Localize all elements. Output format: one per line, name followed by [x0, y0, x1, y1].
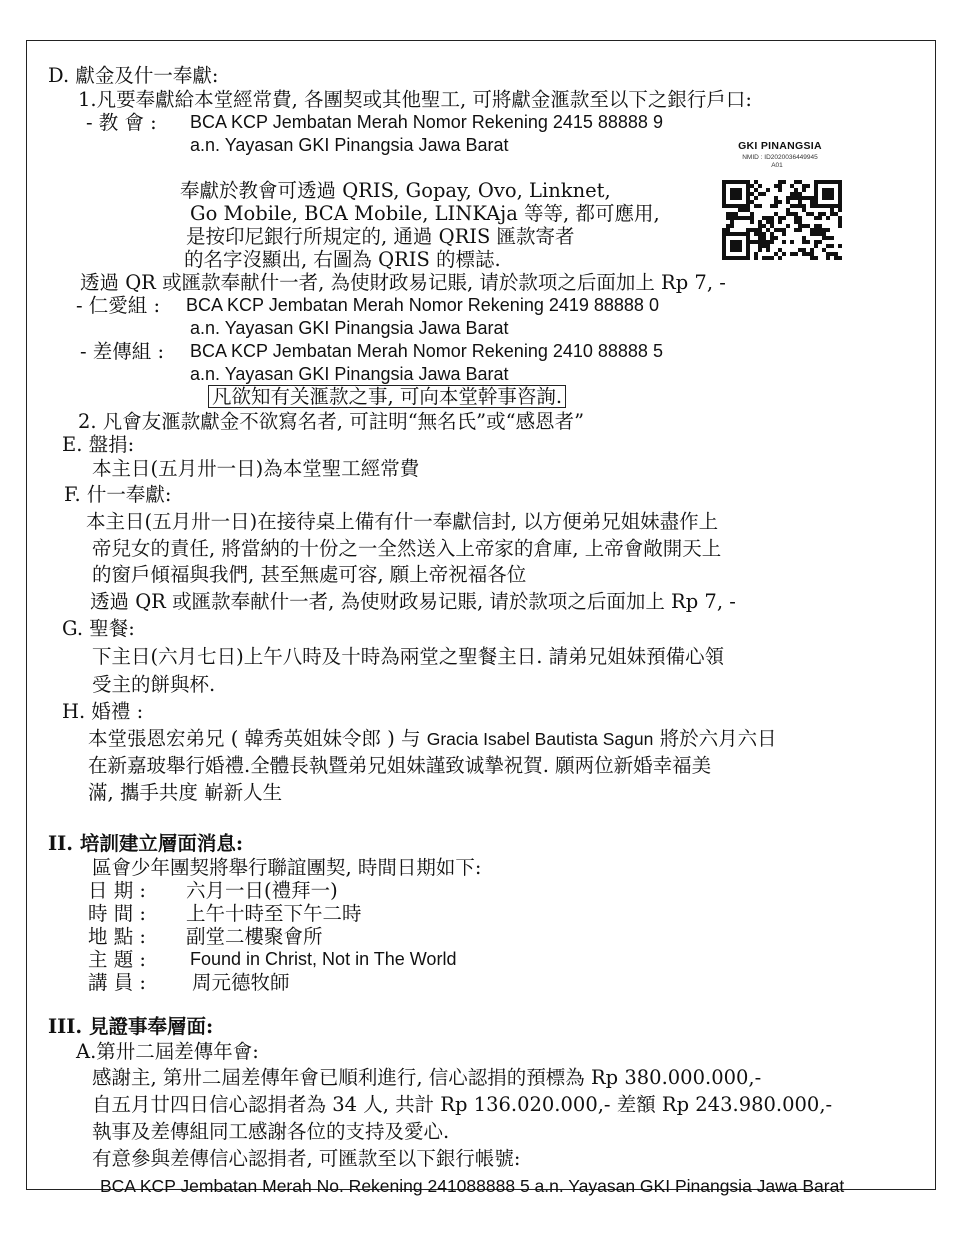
inquiry-box: 凡欲知有关滙款之事, 可向本堂幹事咨詢. [208, 385, 566, 408]
church-label: - 教 會 : [86, 111, 157, 134]
section-d-item-2: 2. 凡會友滙款獻金不欲寫名者, 可註明“無名氏”或“感恩者” [78, 410, 585, 433]
mission-account: BCA KCP Jembatan Merah Nomor Rekening 2410 88888 5 [190, 341, 663, 361]
wedding-date-text: 將於六月六日 [653, 727, 777, 750]
section-e-line-1: 本主日(五月卅一日)為本堂聖工經常費 [92, 457, 420, 480]
event-date-label: 日 期 : [88, 879, 146, 902]
church-account-name: a.n. Yayasan GKI Pinangsia Jawa Barat [190, 135, 509, 155]
mission-account-name: a.n. Yayasan GKI Pinangsia Jawa Barat [190, 364, 509, 384]
section-f-line-1: 本主日(五月卅一日)在接待桌上備有什一奉獻信封, 以方便弟兄姐妹盡作上 [86, 510, 719, 533]
section-h-line-1 [88, 727, 777, 751]
section-d-heading: D. 獻金及什一奉獻: [48, 64, 219, 87]
renai-account: BCA KCP Jembatan Merah Nomor Rekening 2419 88888 0 [186, 295, 659, 315]
section-g-heading: G. 聖餐: [62, 617, 135, 640]
section-h-line-3: 滿, 攜手共度 嶄新人生 [88, 781, 283, 804]
section-f-heading: F. 什一奉獻: [64, 483, 172, 506]
tithe-note: 透過 QR 或匯款奉献什一者, 為使財政易记賬, 请於款项之后面加上 Rp 7, - [80, 271, 726, 294]
section-h-heading: H. 婚禮 : [62, 700, 144, 723]
section-f-line-3: 的窗戶傾福與我們, 甚至無處可容, 願上帝祝福各位 [92, 563, 527, 586]
event-speaker-label: 講 員 : [88, 971, 146, 994]
event-place-value: 副堂二樓聚會所 [186, 925, 323, 948]
section-iii-line-1: 感謝主, 第卅二屆差傳年會已順利進行, 信心認捐的預標為 Rp 380.000.000,- [92, 1066, 762, 1089]
mission-label: - 差傳組 : [80, 340, 165, 363]
section-f-line-4: 透過 QR 或匯款奉献什一者, 為使财政易记賬, 请於款项之后面加上 Rp 7, - [90, 590, 736, 613]
mission-bank-account: BCA KCP Jembatan Merah No. Rekening 241088888 5 a.n. Yayasan GKI Pinangsia Jawa Barat [100, 1176, 845, 1196]
qr-code-label: A01 [771, 162, 783, 169]
section-e-heading: E. 盤捐: [62, 433, 135, 456]
qr-title: GKI PINANGSIA [738, 140, 822, 152]
qr-code-icon [722, 180, 842, 262]
qr-nmid: NMID : ID2020036449945 [742, 154, 818, 161]
section-g-line-2: 受主的餅與杯. [92, 673, 216, 696]
qris-note-line-4: 的名字沒顯出, 右圖為 QRIS 的標誌. [184, 248, 501, 271]
event-time-value: 上午十時至下午二時 [186, 902, 362, 925]
section-iii-line-4: 有意參與差傳信心認捐者, 可匯款至以下銀行帳號: [92, 1147, 521, 1170]
section-h-line-2: 在新嘉玻舉行婚禮.全體長執暨弟兄姐妹謹致诚摯祝賀. 願两位新婚幸福美 [88, 754, 712, 777]
section-iii-heading: III. 見證事奉層面: [48, 1015, 214, 1038]
qris-note-line-1: 奉獻於教會可透過 QRIS, Gopay, Ovo, Linknet, [180, 179, 611, 202]
event-place-label: 地 點 : [88, 925, 146, 948]
event-speaker-value: 周元德牧師 [192, 971, 290, 994]
qris-note-line-2: Go Mobile, BCA Mobile, LINKAja 等等, 都可應用, [190, 202, 660, 225]
section-ii-intro: 區會少年團契將舉行聯誼團契, 時間日期如下: [92, 856, 482, 879]
qris-note-line-3: 是按印尼銀行所規定的, 通過 QRIS 匯款寄者 [186, 225, 575, 248]
event-theme-label: 主 題 : [88, 948, 146, 971]
wedding-bride-name: Gracia Isabel Bautista Sagun [426, 729, 654, 749]
event-date-value: 六月一日(禮拜一) [186, 879, 338, 902]
section-ii-heading: II. 培訓建立層面消息: [48, 832, 244, 855]
section-iii-line-2: 自五月廿四日信心認捐者為 34 人, 共計 Rp 136.020.000,- 差額 Rp 243.980.000,- [92, 1093, 833, 1116]
renai-label: - 仁愛組 : [76, 294, 161, 317]
event-time-label: 時 間 : [88, 902, 146, 925]
qris-logo [718, 140, 842, 264]
section-iii-sub-a: A.第卅二屆差傳年會: [76, 1040, 259, 1063]
section-d-item-1: 1.凡要奉獻給本堂經常費, 各團契或其他聖工, 可將獻金滙款至以下之銀行戶口: [78, 88, 752, 111]
section-g-line-1: 下主日(六月七日)上午八時及十時為兩堂之聖餐主日. 請弟兄姐妹預備心領 [92, 645, 725, 668]
wedding-groom-text: 本堂張恩宏弟兄 ( 韓秀英姐妹令郎 ) 与 [88, 727, 427, 750]
section-iii-line-3: 執事及差傳組同工感謝各位的支持及愛心. [92, 1120, 450, 1143]
renai-account-name: a.n. Yayasan GKI Pinangsia Jawa Barat [190, 318, 509, 338]
event-theme-value: Found in Christ, Not in The World [190, 949, 457, 969]
section-f-line-2: 帝兒女的責任, 將當納的十份之一全然送入上帝家的倉庫, 上帝會敞開天上 [92, 537, 722, 560]
church-account: BCA KCP Jembatan Merah Nomor Rekening 2415 88888 9 [190, 112, 663, 132]
